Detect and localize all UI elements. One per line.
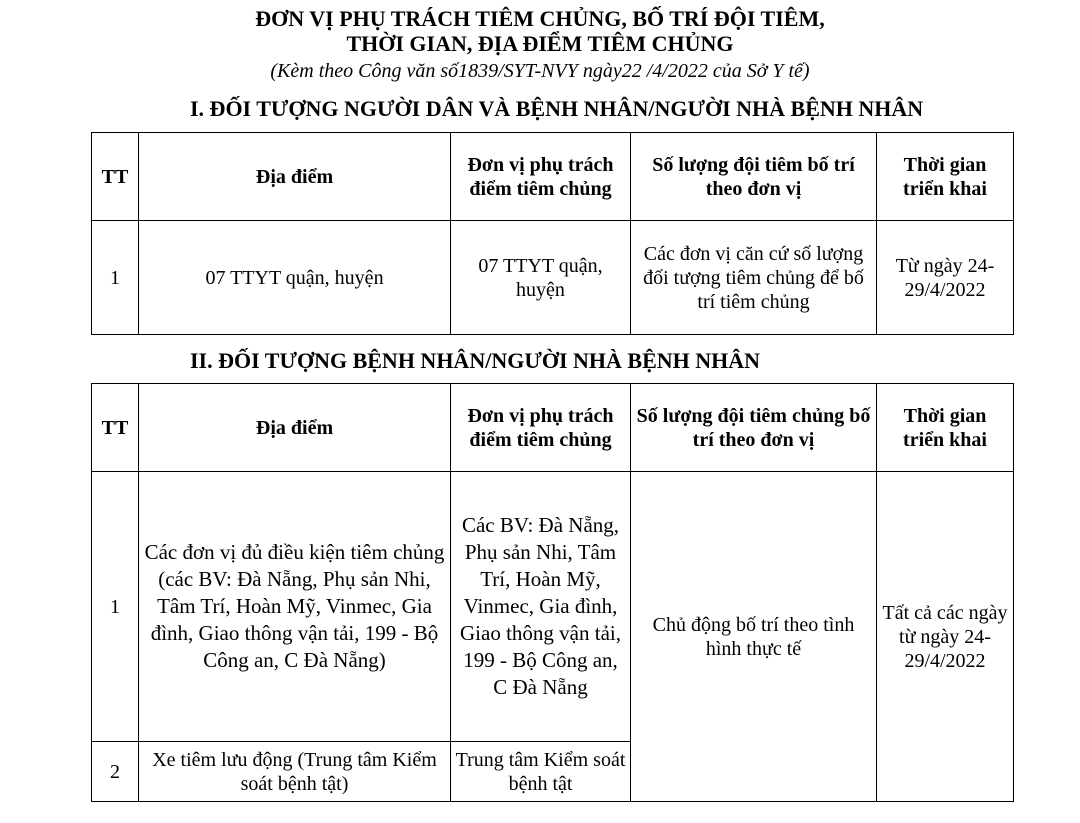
cell-unit: Trung tâm Kiểm soát bệnh tật — [451, 742, 631, 802]
cell-time-shared: Tất cả các ngày từ ngày 24-29/4/2022 — [877, 472, 1014, 802]
doc-day: 22 — [621, 60, 642, 82]
cell-tt: 1 — [92, 221, 139, 335]
section2-table — [91, 383, 1014, 802]
col-header-location: Địa điểm — [139, 133, 451, 221]
subtitle-suffix: /4/2022 của Sở Y tế) — [641, 60, 810, 82]
doc-title-line2: THỜI GIAN, ĐỊA ĐIỂM TIÊM CHỦNG — [346, 31, 734, 56]
cell-location: Các đơn vị đủ điều kiện tiêm chủng (các BV: Đà Nẵng, Phụ sản Nhi, Tâm Trí, Hoàn Mỹ, Vinmec, Gia đình, Giao thông vận tải, 199 - Bộ Công an, C Đà Nẵng) — [139, 472, 451, 742]
section1-heading: I. ĐỐI TƯỢNG NGƯỜI DÂN VÀ BỆNH NHÂN/NGƯỜI NHÀ BỆNH NHÂN — [190, 96, 924, 121]
doc-title-line1: ĐƠN VỊ PHỤ TRÁCH TIÊM CHỦNG, BỐ TRÍ ĐỘI TIÊM, — [255, 6, 825, 31]
cell-tt: 1 — [92, 472, 139, 742]
col-header-teams: Số lượng đội tiêm bố trí theo đơn vị — [631, 133, 877, 221]
col-header-unit: Đơn vị phụ trách điểm tiêm chủng — [451, 133, 631, 221]
table-row — [92, 472, 1014, 742]
doc-number: 1839 — [458, 60, 499, 82]
doc-subtitle — [0, 58, 1080, 84]
col-header-tt: TT — [92, 133, 139, 221]
cell-tt: 2 — [92, 742, 139, 802]
col-header-teams: Số lượng đội tiêm chủng bố trí theo đơn vị — [631, 384, 877, 472]
subtitle-prefix: (Kèm theo Công văn số — [270, 60, 459, 82]
col-header-unit: Đơn vị phụ trách điểm tiêm chủng — [451, 384, 631, 472]
cell-unit: 07 TTYT quận, huyện — [451, 221, 631, 335]
section1-table — [91, 132, 1014, 335]
subtitle-mid: /SYT-NVY ngày — [498, 60, 622, 82]
table-header-row — [92, 384, 1014, 472]
table-row — [92, 221, 1014, 335]
cell-location: Xe tiêm lưu động (Trung tâm Kiểm soát bệnh tật) — [139, 742, 451, 802]
cell-location: 07 TTYT quận, huyện — [139, 221, 451, 335]
cell-teams-shared: Chủ động bố trí theo tình hình thực tế — [631, 472, 877, 802]
table-header-row — [92, 133, 1014, 221]
cell-time: Từ ngày 24-29/4/2022 — [877, 221, 1014, 335]
col-header-time: Thời gian triển khai — [877, 384, 1014, 472]
col-header-time: Thời gian triển khai — [877, 133, 1014, 221]
col-header-location: Địa điểm — [139, 384, 451, 472]
col-header-tt: TT — [92, 384, 139, 472]
section2-heading: II. ĐỐI TƯỢNG BỆNH NHÂN/NGƯỜI NHÀ BỆNH NHÂN — [190, 348, 761, 373]
cell-teams: Các đơn vị căn cứ số lượng đối tượng tiêm chủng để bố trí tiêm chủng — [631, 221, 877, 335]
cell-unit: Các BV: Đà Nẵng, Phụ sản Nhi, Tâm Trí, Hoàn Mỹ, Vinmec, Gia đình, Giao thông vận tải, 199 - Bộ Công an, C Đà Nẵng — [451, 472, 631, 742]
